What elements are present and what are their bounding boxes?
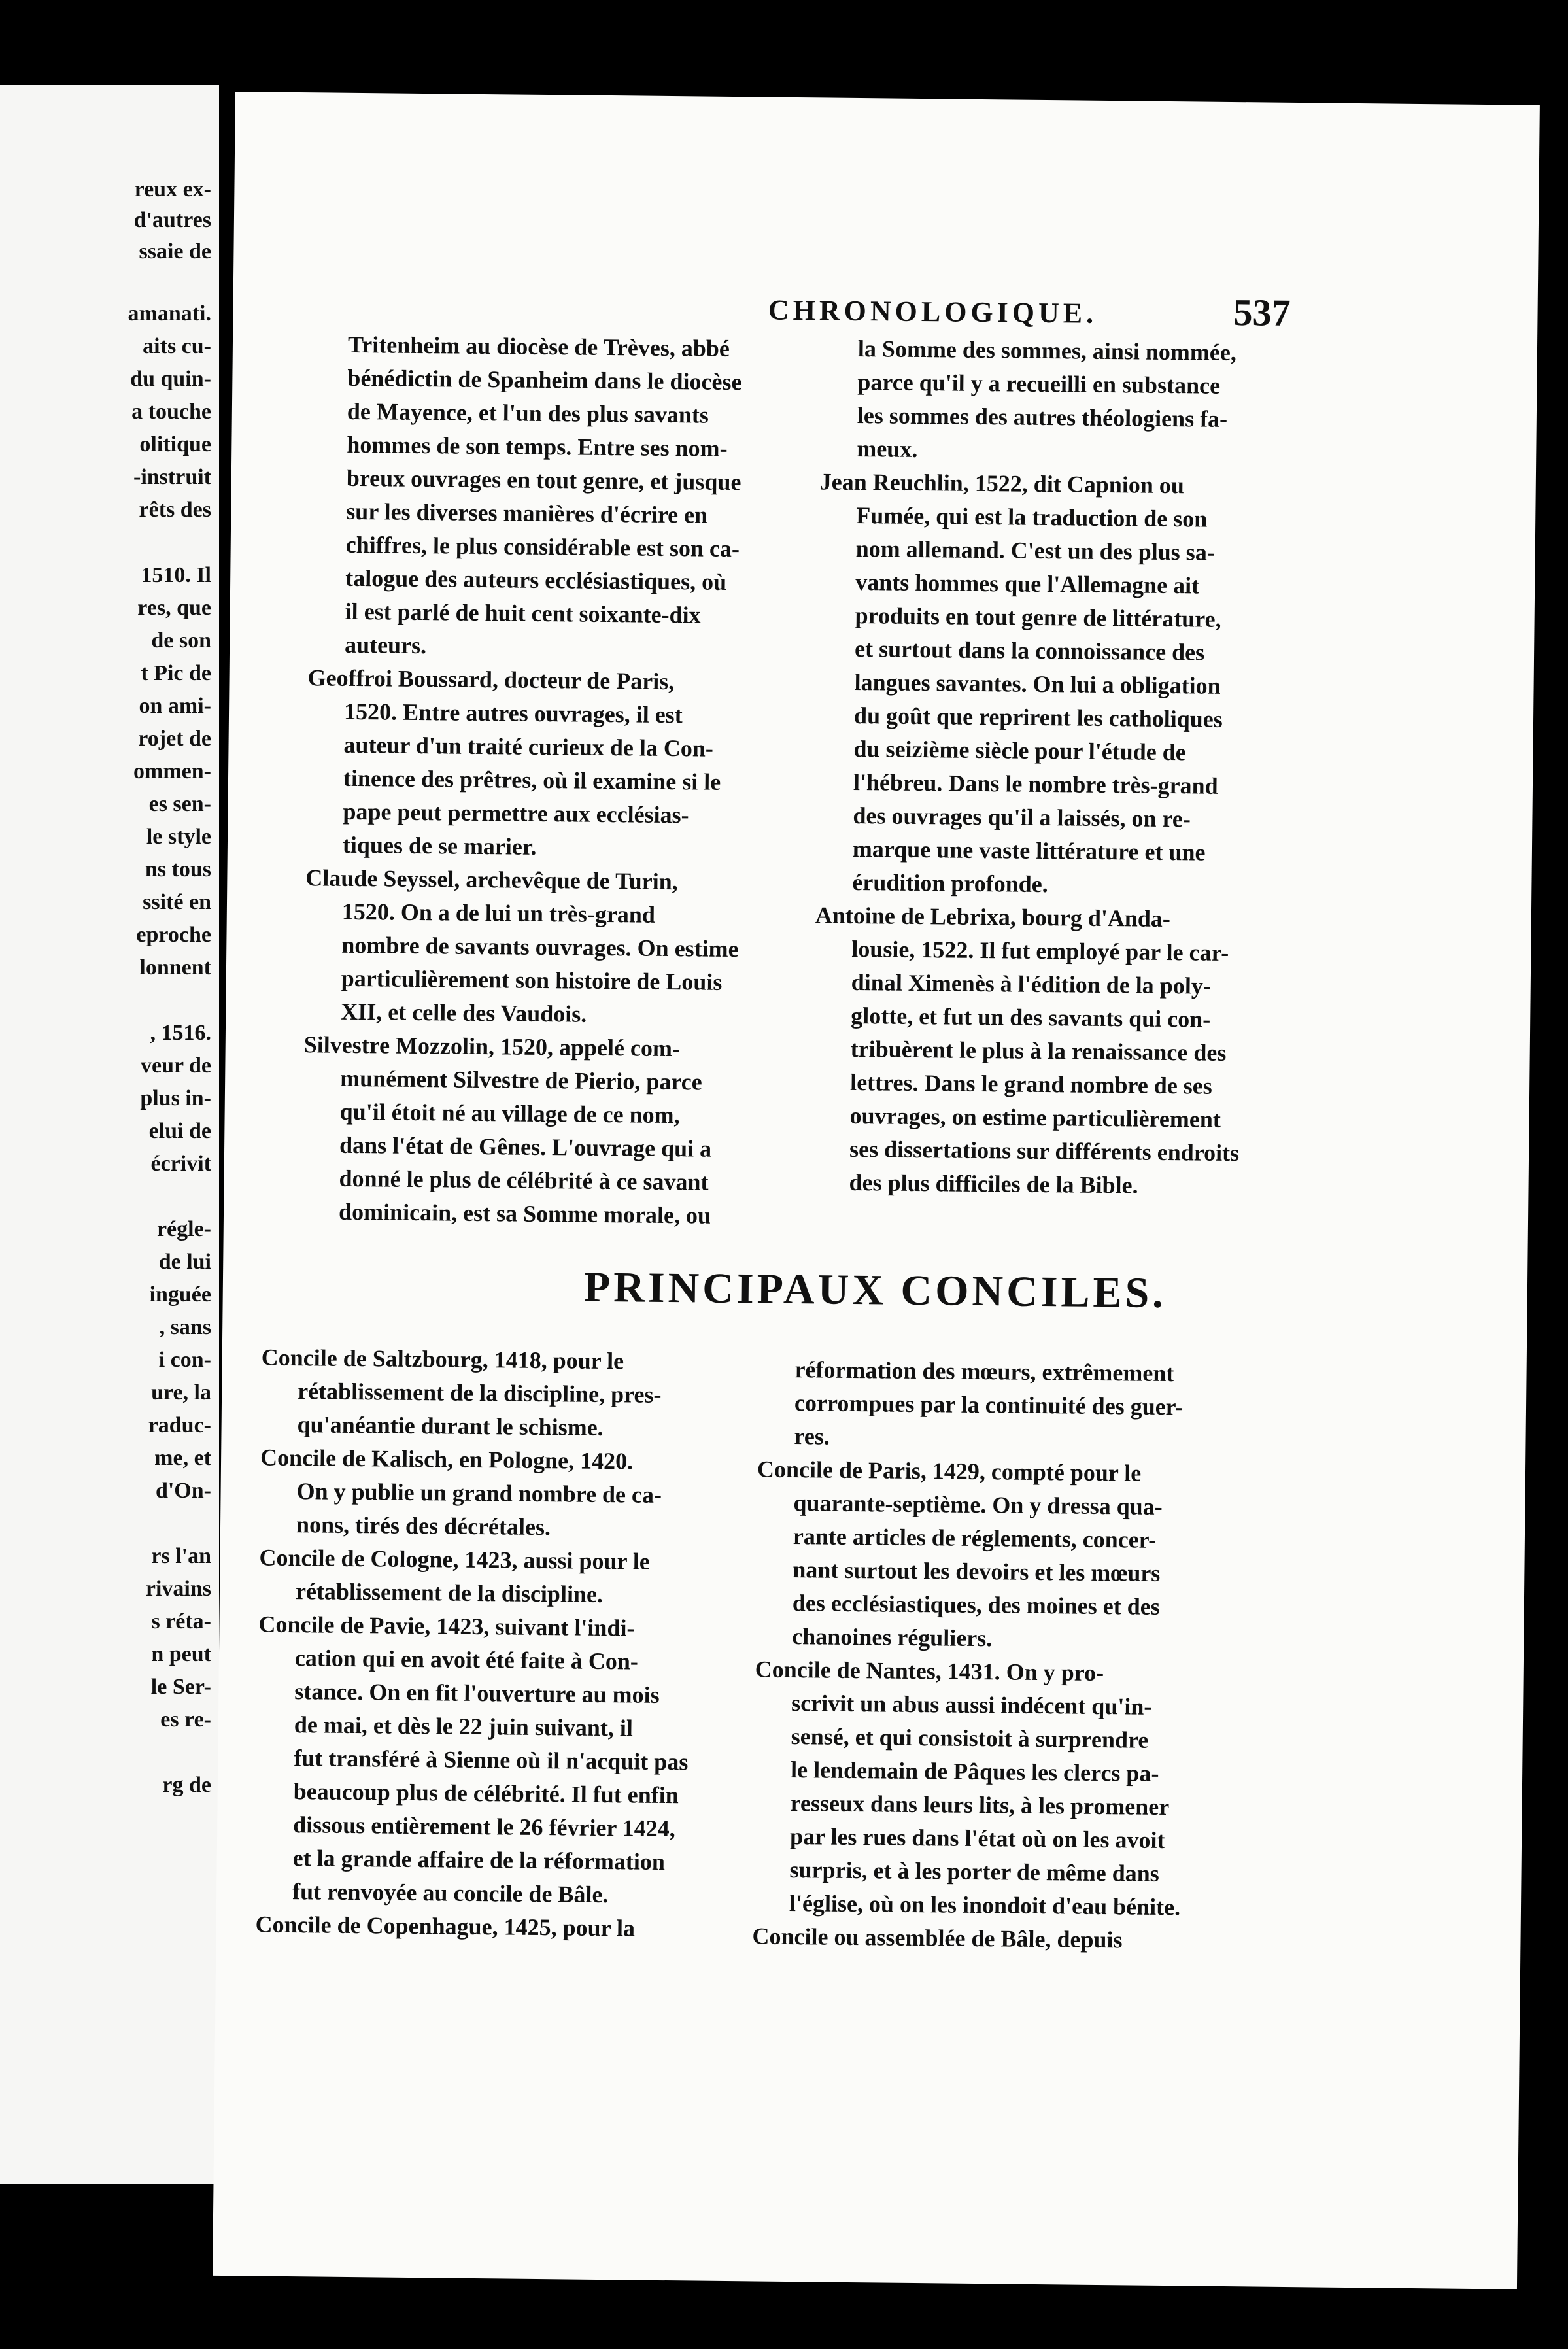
text-line: Antoine de Lebrixa, bourg d'Anda- — [815, 902, 1171, 933]
left-page-text-fragment: es re- — [160, 1707, 211, 1732]
text-line: dans l'état de Gênes. L'ouvrage qui a — [339, 1131, 712, 1162]
left-page-text-fragment: s réta- — [151, 1609, 211, 1634]
text-line: lousie, 1522. Il fut employé par le car- — [851, 935, 1229, 966]
text-line: tribuèrent le plus à la renaissance des — [850, 1035, 1227, 1066]
text-line: et surtout dans la connoissance des — [854, 635, 1205, 666]
text-line: vants hommes que l'Allemagne ait — [855, 568, 1200, 599]
text-line: Concile de Cologne, 1423, aussi pour le — [259, 1544, 651, 1575]
text-line: munément Silvestre de Pierio, parce — [339, 1065, 702, 1095]
text-line: tiques de se marier. — [342, 831, 537, 860]
entry — [260, 1441, 771, 1547]
right-page — [213, 92, 1540, 2289]
left-page-text-fragment: le Ser- — [150, 1675, 211, 1699]
entry — [815, 465, 1330, 904]
left-page-text-fragment: , sans — [159, 1315, 211, 1339]
text-line: Fumée, qui est la traduction de son — [856, 502, 1208, 532]
text-line: qu'anéantie durant le schisme. — [297, 1411, 604, 1441]
left-page-text-fragment: me, et — [154, 1446, 211, 1470]
text-line: breux ouvrages en tout genre, et jusque — [346, 464, 741, 496]
text-line: réformation des mœurs, extrêmement — [794, 1356, 1174, 1387]
left-page-text-fragment: amanati. — [128, 301, 211, 326]
text-line: nom allemand. C'est un des plus sa- — [855, 535, 1216, 566]
text-line: chanoines réguliers. — [792, 1623, 993, 1652]
text-line: lettres. Dans le grand nombre de ses — [849, 1069, 1213, 1099]
entry — [260, 1341, 772, 1447]
left-page-text-fragment: , 1516. — [150, 1021, 211, 1045]
top-right-column — [812, 332, 1331, 1204]
text-line: du seizième siècle pour l'étude de — [853, 735, 1186, 766]
bottom-left-column — [255, 1341, 772, 1947]
page-number: 537 — [1233, 291, 1291, 334]
left-page-text-fragment: plus in- — [140, 1086, 211, 1110]
text-line: dissous entièrement le 26 février 1424, — [293, 1811, 675, 1842]
text-line: Concile ou assemblée de Bâle, depuis — [752, 1923, 1123, 1953]
section-title: PRINCIPAUX CONCILES. — [583, 1263, 1167, 1318]
left-page-text-fragment: es sen- — [148, 792, 211, 816]
text-line: surpris, et à les porter de même dans — [789, 1857, 1160, 1887]
left-page-text-fragment: eproche — [136, 923, 211, 947]
entry — [308, 328, 795, 666]
text-line: Tritenheim au diocèse de Trèves, abbé — [347, 331, 730, 362]
left-page-text-fragment: rojet de — [138, 727, 211, 751]
text-line: produits en tout genre de littérature, — [855, 602, 1221, 632]
text-line: bénédictin de Spanheim dans le diocèse — [347, 364, 742, 396]
text-line: les sommes des autres théologiens fa- — [857, 402, 1228, 432]
text-line: Claude Seyssel, archevêque de Turin, — [305, 865, 679, 895]
text-line: resseux dans leurs lits, à les promener — [790, 1790, 1170, 1821]
left-page-text-fragment: ommen- — [133, 759, 211, 783]
text-line: Concile de Saltzbourg, 1418, pour le — [261, 1344, 624, 1375]
text-line: donné le plus de célébrité à ce savant — [339, 1165, 709, 1195]
left-page-text-fragment: ure, la — [151, 1380, 211, 1405]
left-page-text-fragment: n peut — [151, 1642, 211, 1666]
text-line: On y publie un grand nombre de ca- — [296, 1478, 662, 1508]
left-page-text-fragment: res, que — [137, 596, 211, 620]
text-line: XII, et celle des Vaudois. — [341, 998, 587, 1027]
entry — [755, 1452, 1280, 1658]
entry — [302, 1028, 788, 1233]
text-line: le lendemain de Pâques les clercs pa- — [790, 1757, 1159, 1787]
text-line: l'hébreu. Dans le nombre très-grand — [853, 768, 1218, 799]
left-page-text-fragment: -instruit — [133, 465, 211, 489]
text-line: meux. — [857, 435, 918, 462]
entry — [753, 1653, 1278, 1925]
text-line: glotte, et fut un des savants qui con- — [851, 1002, 1211, 1033]
left-page-text-fragment: t Pic de — [141, 661, 211, 685]
left-page-text-fragment: raduc- — [148, 1413, 211, 1437]
left-page-text-fragment: olitique — [139, 432, 211, 456]
left-page-text-fragment: aits cu- — [143, 334, 211, 358]
text-line: 1520. On a de lui un très-grand — [341, 898, 656, 928]
left-page-text-fragment: i con- — [158, 1348, 211, 1372]
text-line: scrivit un abus aussi indécent qu'in- — [791, 1690, 1152, 1720]
top-left-column — [302, 328, 795, 1233]
text-line: quarante-septième. On y dressa qua- — [793, 1490, 1163, 1520]
text-line: stance. On en fit l'ouverture au mois — [294, 1678, 660, 1708]
text-line: corrompues par la continuité des guer- — [794, 1390, 1184, 1420]
entry — [752, 1919, 1275, 1958]
left-page-text-fragment: rs l'an — [151, 1544, 211, 1568]
left-page-text-fragment: d'On- — [155, 1479, 211, 1503]
text-line: nombre de savants ouvrages. On estime — [341, 931, 739, 963]
text-line: talogue des auteurs ecclésiastiques, où — [345, 564, 727, 595]
text-line: Jean Reuchlin, 1522, dit Capnion ou — [819, 468, 1185, 499]
text-line: des ecclésiastiques, des moines et des — [792, 1590, 1160, 1620]
entry — [820, 332, 1331, 470]
text-line: ses dissertations sur différents endroits — [849, 1135, 1240, 1167]
text-line: qu'il étoit né au village de ce nom, — [339, 1098, 680, 1129]
text-line: tinence des prêtres, où il examine si le — [343, 764, 721, 795]
left-page-text-fragment: rêts des — [139, 498, 211, 522]
text-line: rante articles de réglements, concer- — [793, 1523, 1157, 1553]
text-line: la Somme des sommes, ainsi nommée, — [857, 335, 1237, 366]
text-line: Concile de Paris, 1429, compté pour le — [757, 1456, 1142, 1486]
text-line: Concile de Kalisch, en Pologne, 1420. — [260, 1444, 634, 1475]
text-line: sensé, et qui consistoit à surprendre — [791, 1723, 1149, 1753]
text-line: cation qui en avoit été faite à Con- — [294, 1645, 639, 1675]
left-page-text-fragment: d'autres — [133, 208, 211, 232]
left-page-text-fragment: inguée — [149, 1282, 211, 1307]
text-line: Concile de Pavie, 1423, suivant l'indi- — [258, 1611, 635, 1641]
left-page-text-fragment: rivains — [145, 1577, 211, 1601]
entry — [306, 661, 792, 866]
left-page-text-fragment: rg de — [162, 1773, 211, 1797]
left-page-text-fragment: ssaie de — [139, 239, 211, 264]
text-line: Concile de Copenhague, 1425, pour la — [255, 1911, 636, 1942]
left-page-text-fragment: de son — [151, 628, 211, 653]
text-line: de Mayence, et l'un des plus savants — [347, 398, 709, 428]
text-line: érudition profonde. — [852, 868, 1048, 898]
running-head: CHRONOLOGIQUE. — [768, 294, 1098, 330]
text-line: res. — [794, 1423, 830, 1450]
text-line: des ouvrages qu'il a laissés, on re- — [853, 802, 1191, 832]
left-page-text-fragment: le style — [146, 825, 211, 849]
text-line: beaucoup plus de célébrité. Il fut enfin — [293, 1778, 679, 1809]
text-line: ouvrages, on estime particulièrement — [849, 1102, 1221, 1133]
left-page-text-fragment: ns tous — [145, 857, 211, 882]
text-line: fut transféré à Sienne où il n'acquit pas — [294, 1745, 689, 1775]
text-line: pape peut permettre aux ecclésias- — [343, 798, 689, 829]
entry — [255, 1908, 765, 1946]
text-line: l'église, où on les inondoit d'eau bénite. — [789, 1890, 1181, 1921]
text-line: nons, tirés des décrétales. — [296, 1511, 551, 1541]
text-line: hommes de son temps. Entre ses nom- — [347, 431, 728, 462]
text-line: Concile de Nantes, 1431. On y pro- — [755, 1656, 1104, 1687]
left-page-fragment — [0, 85, 219, 2184]
text-line: du goût que reprirent les catholiques — [853, 702, 1223, 732]
left-page-text-fragment: 1510. Il — [141, 563, 211, 587]
text-line: langues savantes. On lui a obligation — [854, 668, 1221, 699]
text-line: fut renvoyée au concile de Bâle. — [292, 1878, 609, 1908]
text-line: chiffres, le plus considérable est son ca- — [345, 531, 740, 562]
entry — [259, 1541, 770, 1613]
text-line: dinal Ximenès à l'édition de la poly- — [851, 969, 1212, 999]
text-line: de mai, et dès le 22 juin suivant, il — [294, 1711, 634, 1741]
entry — [304, 861, 790, 1033]
text-line: rétablissement de la discipline. — [295, 1578, 604, 1608]
text-line: des plus difficiles de la Bible. — [849, 1169, 1138, 1199]
left-page-text-fragment: on ami- — [139, 694, 211, 718]
entry — [256, 1608, 769, 1913]
entry — [757, 1352, 1282, 1458]
text-line: dominicain, est sa Somme morale, ou — [338, 1198, 711, 1229]
bottom-right-column — [752, 1352, 1282, 1958]
left-page-text-fragment: régle- — [156, 1217, 211, 1241]
text-line: il est parlé de huit cent soixante-dix — [345, 598, 701, 628]
left-page-text-fragment: a touche — [131, 400, 211, 424]
text-line: sur les diverses manières d'écrire en — [346, 498, 708, 528]
text-line: et la grande affaire de la réformation — [292, 1845, 666, 1876]
text-line: particulièrement son histoire de Louis — [341, 965, 723, 995]
text-line: Silvestre Mozzolin, 1520, appelé com- — [303, 1031, 681, 1062]
entry — [812, 899, 1325, 1204]
text-line: Geoffroi Boussard, docteur de Paris, — [307, 664, 675, 695]
left-page-text-fragment: elui de — [148, 1119, 211, 1143]
left-page-text-fragment: reux ex- — [134, 177, 211, 201]
left-page-text-fragment: ssité en — [143, 890, 211, 914]
text-line: marque une vaste littérature et une — [852, 835, 1206, 866]
text-line: 1520. Entre autres ouvrages, il est — [343, 698, 683, 729]
left-page-text-fragment: du quin- — [130, 367, 211, 391]
left-page-text-fragment: lonnent — [139, 955, 211, 980]
left-page-text-fragment: veur de — [141, 1054, 211, 1078]
text-line: nant surtout les devoirs et les mœurs — [793, 1556, 1161, 1586]
left-page-text-fragment: écrivit — [150, 1152, 211, 1176]
text-line: auteur d'un traité curieux de la Con- — [343, 731, 714, 762]
text-line: parce qu'il y a recueilli en substance — [857, 368, 1221, 399]
text-line: par les rues dans l'état où on les avoit — [789, 1823, 1165, 1854]
left-page-text-fragment: de lui — [158, 1250, 211, 1274]
text-line: rétablissement de la discipline, pres- — [297, 1378, 662, 1408]
text-line: auteurs. — [344, 631, 427, 659]
